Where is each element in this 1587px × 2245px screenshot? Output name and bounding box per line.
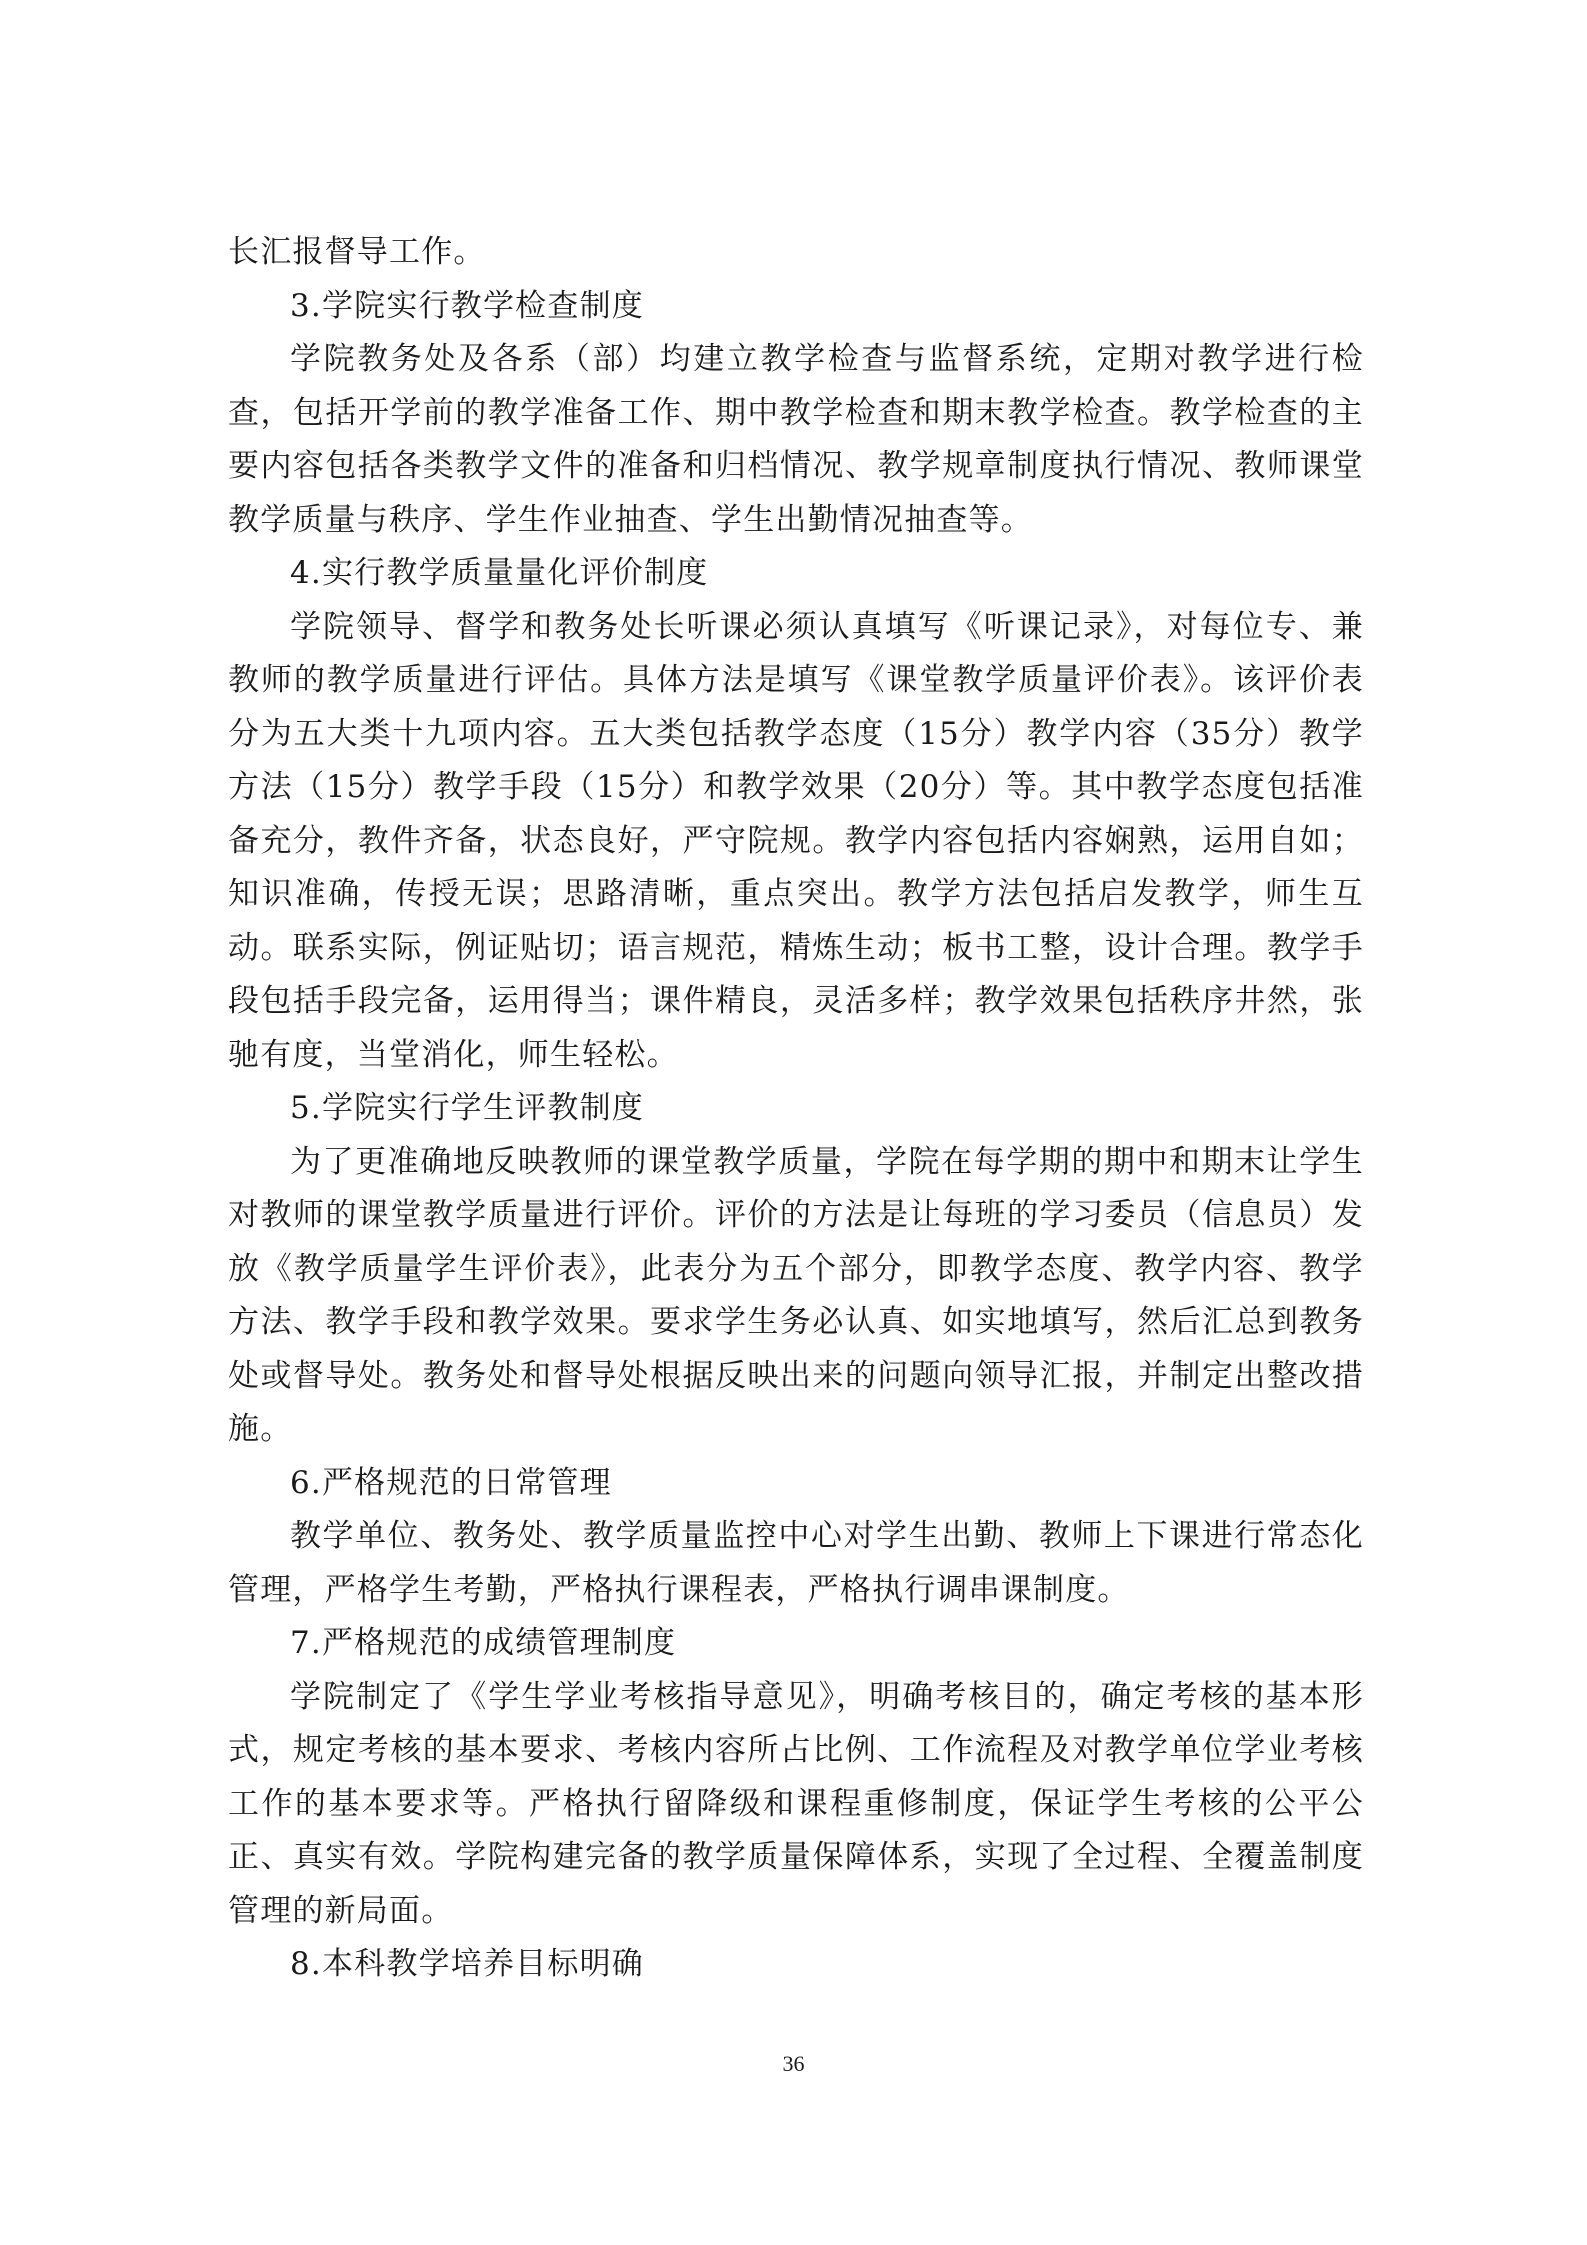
section-heading-4: 4.实行教学质量量化评价制度 [290, 555, 709, 591]
paragraph-grade-management: 学院制定了《学生学业考核指导意见》，明确考核目的，确定考核的基本形式，规定考核的基本要求、考核内容所占比例、工作流程及对教学单位学业考核工作的基本要求等。严格执行留降级和课程重修制度，保证学生考核的公平公正、真实有效。学院构建完备的教学质量保障体系，实现了全过程、全覆盖制度管理的新局面。 [228, 1678, 1364, 1929]
section-heading-6: 6.严格规范的日常管理 [290, 1464, 612, 1501]
section-heading-7: 7.严格规范的成绩管理制度 [290, 1625, 677, 1661]
section-heading-3: 3.学院实行教学检查制度 [290, 287, 644, 324]
section-heading-5: 5.学院实行学生评教制度 [290, 1090, 644, 1126]
document-body [228, 226, 1364, 1992]
paragraph-continuation: 长汇报督导工作。 [228, 234, 486, 270]
paragraph-daily-management: 教学单位、教务处、教学质量监控中心对学生出勤、教师上下课进行常态化管理，严格学生考勤，严格执行课程表，严格执行调串课制度。 [228, 1518, 1364, 1608]
paragraph-quality-evaluation: 学院领导、督学和教务处长听课必须认真填写《听课记录》，对每位专、兼教师的教学质量进行评估。具体方法是填写《课堂教学质量评价表》。该评价表分为五大类十九项内容。五大类包括教学态度（15分）教学内容（35分）教学方法（15分）教学手段（15分）和教学效果（20分）等。其中教学态度包括准备充分，教件齐备，状态良好，严守院规。教学内容包括内容娴熟，运用自如；知识准确，传授无误；思路清晰，重点突出。教学方法包括启发教学，师生互动。联系实际，例证贴切；语言规范，精炼生动；板书工整，设计合理。教学手段包括手段完备，运用得当；课件精良，灵活多样；教学效果包括秩序井然，张驰有度，当堂消化，师生轻松。 [228, 608, 1364, 1073]
page-number: 36 [782, 2051, 805, 2076]
paragraph-student-evaluation: 为了更准确地反映教师的课堂教学质量，学院在每学期的期中和期末让学生对教师的课堂教学质量进行评价。评价的方法是让每班的学习委员（信息员）发放《教学质量学生评价表》，此表分为五个部分，即教学态度、教学内容、教学方法、教学手段和教学效果。要求学生务必认真、如实地填写，然后汇总到教务处或督导处。教务处和督导处根据反映出来的问题向领导汇报，并制定出整改措施。 [228, 1143, 1364, 1447]
paragraph-teaching-inspection: 学院教务处及各系（部）均建立教学检查与监督系统，定期对教学进行检查，包括开学前的教学准备工作、期中教学检查和期末教学检查。教学检查的主要内容包括各类教学文件的准备和归档情况、教学规章制度执行情况、教师课堂教学质量与秩序、学生作业抽查、学生出勤情况抽查等。 [228, 341, 1364, 538]
section-heading-8: 8.本科教学培养目标明确 [290, 1946, 644, 1982]
